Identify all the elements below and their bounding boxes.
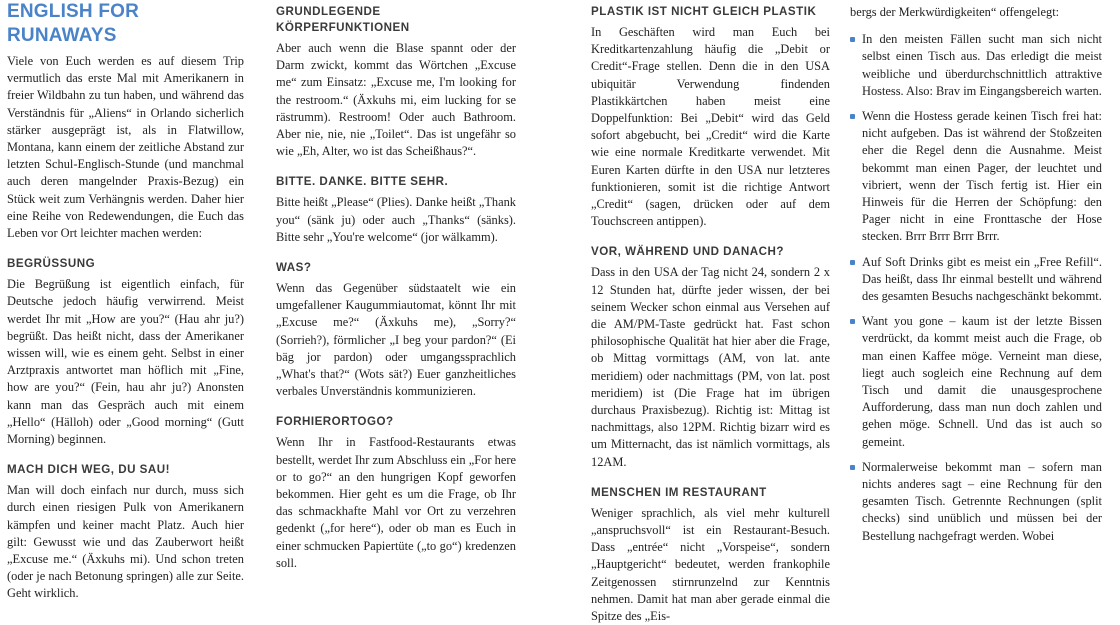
heading-koerperfunktionen: GRUNDLEGENDE KÖRPERFUNKTIONEN: [276, 5, 410, 34]
column-4: [850, 4, 1102, 553]
paragraph-plastik: In Geschäften wird man Euch bei Kreditkartenzahlung häufig die „Debit or Credit“-Frage stellen. Denn die in den USA ubiquitär Verwendung findenden Plastikkärtchen haben meist eine Doppelfunktion: Bei „Debit“ wird das Geld sofort abgebucht, bei „Credit“ wird die Karte wie eine normale Kreditkarte verwendet. Mit Euren Karten dürfte in den USA nur letzteres funktionieren, somit ist die richtige Antwort „Credit“ (sagen, drücken oder auf dem Touchscreen antippen).: [591, 25, 830, 229]
lead-line: bergs der Merkwürdigkeiten“ offengelegt:: [850, 5, 1060, 19]
paragraph-menschen-restaurant: Weniger sprachlich, als viel mehr kulturell „anspruchsvoll“ ist ein Restaurant-Besuch. Dass „entrée“ nicht „Vorspeise“, sondern „Hauptgericht“ bedeutet, werden frankophile Zeitgenossen stirnrunzelnd zur Kenntnis nehmen. Damit hat man aber gerade einmal die Spitze des „Eis-: [591, 505, 830, 624]
paragraph-forhierortogo: Wenn Ihr in Fastfood-Restaurants etwas bestellt, werdet Ihr zum Abschluss ein „For here or to go?“ an den hungrigen Kopf geworfen bekommen. Hier geht es um die Frage, ob Ihr das schmackhafte Mahl vor Ort zu verzehren gedenkt („for here“), oder ob man es Euch in einer schmucken Papiertüte („to go“) kredenzen soll.: [276, 435, 516, 570]
paragraph-mach-dich-weg: Man will doch einfach nur durch, muss sich durch einen riesigen Pulk von Amerikanern kämpfen und keiner macht Platz. Auch hier gilt: Gewusst wie und das Zauberwort heißt „Excuse me.“ (Äxkuhs mi). Und schon treten (oder je nach Betonung springen) alle zur Seite. Geht wirklich.: [7, 483, 244, 601]
paragraph-bitte-danke: Bitte heißt „Please“ (Plies). Danke heißt „Thank you“ (sänk ju) oder auch „Thanks“ (sänks). Bitte sehr „You're welcome“ (jor wälkamm).: [276, 195, 516, 244]
column-3: [591, 4, 830, 625]
list-item: Normalerweise bekommt man – sofern man nichts anderes sagt – eine Rechnung für den gesamten Tisch. Getrennte Rechnungen (split checks) sind unüblich und müssen bei der Bestellung nachgefragt werden. Wobei: [850, 459, 1102, 545]
heading-menschen-restaurant: MENSCHEN IM RESTAURANT: [591, 485, 767, 499]
heading-forhierortogo: FORHIERORTOGO?: [276, 415, 394, 429]
heading-begruessung: BEGRÜSSUNG: [7, 257, 96, 271]
intro-paragraph: Viele von Euch werden es auf diesem Trip vermutlich das erste Mal mit Amerikanern in freier Wildbahn zu tun haben, und während das Verständnis für „Aliens“ in Orlando sicherlich stärker ausgeprägt ist, als in Flatwillow, Montana, kann einem der zeitliche Abstand zur letzten Schul-Englisch-Stunde (und manchmal auch deren mangelnder Praxis-Bezug) ein Stück weit zum Verhängnis werden. Daher hier eine Reihe von Redewendungen, die Euch das Leben vor Ort leichter machen werden:: [7, 54, 244, 241]
column-1: [7, 0, 244, 603]
paragraph-koerperfunktionen: Aber auch wenn die Blase spannt oder der Darm zwickt, kommt das Wörtchen „Excuse me“ zum Einsatz: „Excuse me, I'm looking for the restroom.“ (Äxkuhs mi, eim lucking for se rästrumm). Restroom! Oder auch Bathroom. Aber nie, nie, nie „Toilet“. Das ist ungefähr so wie „Eh, Alter, wo ist das Scheißhaus?“.: [276, 41, 516, 159]
bullet-square-icon: [850, 465, 855, 470]
heading-bitte-danke: BITTE. DANKE. BITTE SEHR.: [276, 175, 449, 189]
paragraph-begruessung: Die Begrüßung ist eigentlich einfach, für Deutsche jedoch häufig verwirrend. Meist werdet Ihr mit „How are you?“ (Hau ahr ju?) begrüßt. Das heißt nicht, dass der Amerikaner wissen will, wie es einem geht. Selbst in einer Arztpraxis antwortet man höflich mit „Fine, how are you?“ (Fein, hau ahr ju?) Anonsten kann man das Gespräch auch mit einem „Hello“ (Hälloh) oder „Good morning“ (Gutt Morning) beginnen.: [7, 277, 244, 447]
heading-was: WAS?: [276, 261, 312, 275]
heading-plastik: PLASTIK IST NICHT GLEICH PLASTIK: [591, 5, 817, 18]
list-item: In den meisten Fällen sucht man sich nicht selbst einen Tisch aus. Das erledigt die meist weibliche und überdurchschnittlich attraktive Hostess. Also: Brav im Eingangsbereich warten.: [850, 31, 1102, 100]
bullet-square-icon: [850, 37, 855, 42]
list-item: Want you gone – kaum ist der letzte Bissen verdrückt, da kommt meist auch die Frage, ob man einen Kaffee möge. Verneint man diese, liegt auch sogleich eine Rechnung auf dem Tisch und damit die unausgesprochene Aufforderung, dass man nun doch zahlen und gehen möge. Schnell. Und das ist auch so gemeint.: [850, 313, 1102, 451]
list-item: Wenn die Hostess gerade keinen Tisch frei hat: nicht aufgeben. Das ist während der Stoßzeiten eher die Regel denn die Ausnahme. Meist bekommt man einen Pager, der leuchtet und vibriert, wenn der Tisch fertig ist. Hier ein Hinweis für die Herren der Schöpfung: den Pager nicht in eine Fronttasche der Hose stecken. Brrr Brrr Brrr Brrr.: [850, 108, 1102, 246]
bullet-square-icon: [850, 260, 855, 265]
article-title: ENGLISH FOR RUNAWAYS: [7, 1, 140, 46]
bullet-square-icon: [850, 319, 855, 324]
bullet-square-icon: [850, 114, 855, 119]
heading-mach-dich-weg: MACH DICH WEG, DU SAU!: [7, 463, 170, 477]
column-2: [276, 4, 516, 572]
paragraph-was: Wenn das Gegenüber südstaatelt wie ein umgefallener Kaugummiautomat, könnt Ihr mit „Excuse me?“ (Äxkuhs me), „Sorry?“ (Sorrieh?), förmlicher „I beg your pardon?“ (Ei bäg jor pardon) oder umgangssprachlich „What's that?“ (Wots sät?) Euer ganzheitliches verbales Unverständnis kommunizieren.: [276, 281, 516, 399]
list-item: Auf Soft Drinks gibt es meist ein „Free Refill“. Das heißt, dass Ihr einmal bestellt und während des gesamten Besuchs nachgeschänkt bekommt.: [850, 254, 1102, 306]
heading-vor-waehrend: VOR, WÄHREND UND DANACH?: [591, 245, 784, 259]
paragraph-vor-waehrend: Dass in den USA der Tag nicht 24, sondern 2 x 12 Stunden hat, dürfte jeder wissen, der bei seinem Wecker schon einmal aus Versehen auf die AM/PM-Taste gedrückt hat. Fast schon philosophische Qualität hat hier aber die Frage, ob Mittag vormittags (AM, von lat. ante meridiem) oder nachmittags (PM, von lat. post meridiem) ist (Die Frage hat im übrigen durchaus Praxisbezug). Richtig ist: Mittag ist nachmittags, also 12PM. Richtig bizarr wird es um Mitternacht, das ist nämlich vormittags, als 12AM.: [591, 265, 830, 469]
restaurant-tips-list: [850, 31, 1102, 545]
